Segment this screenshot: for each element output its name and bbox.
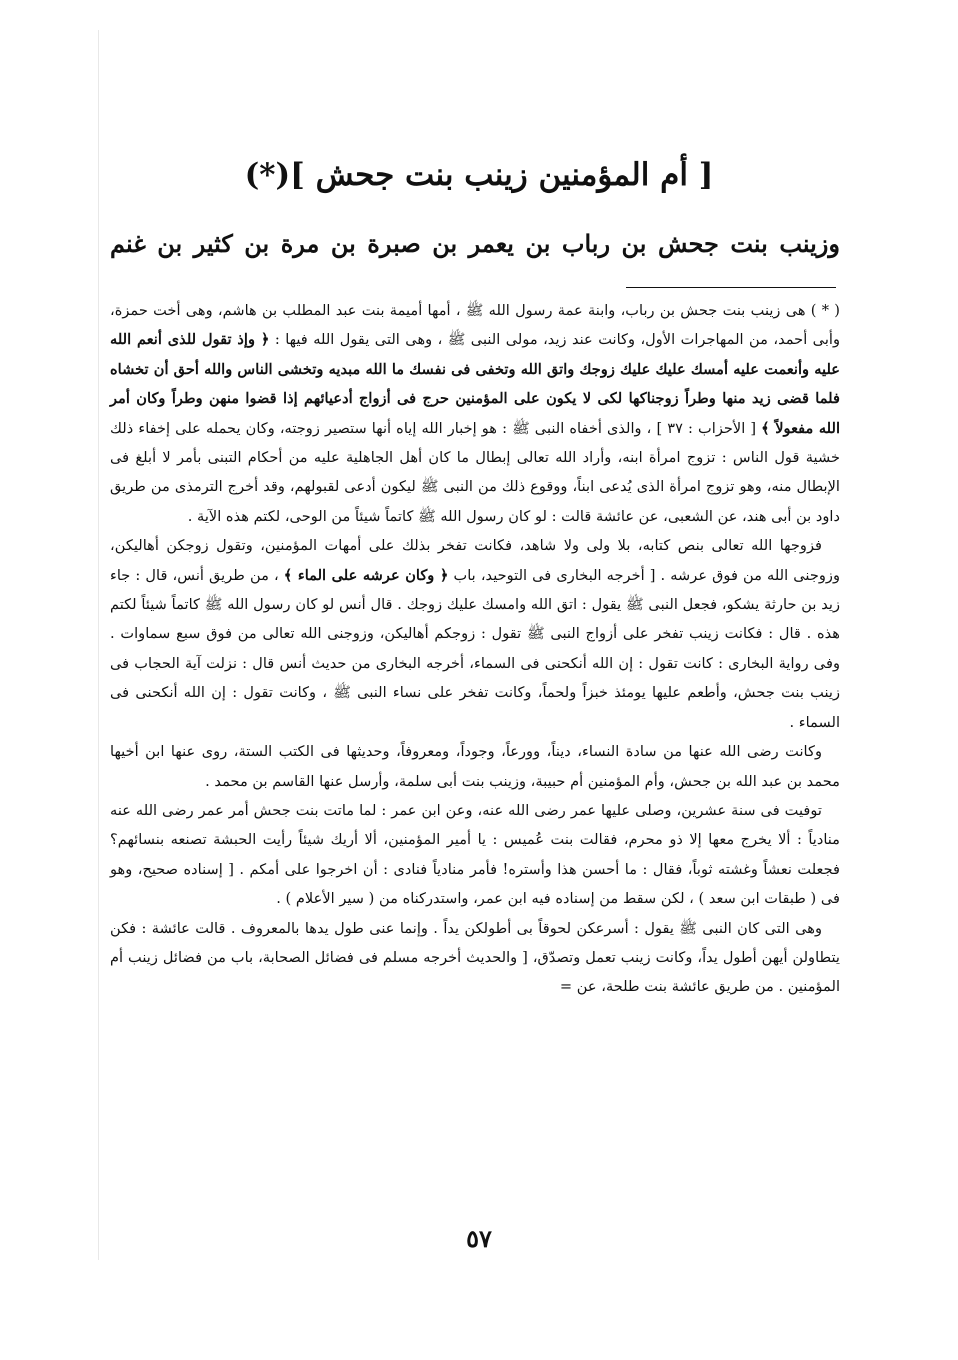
footnote-p1-intro: ( * ) هى زينب بنت جحش بن رباب، وابنة عمة رسول الله ﷺ ، أمها أميمة بنت عبد المطلب بن هاشم، وهى أخت حمزة، وأبى أحمد، من المهاجرات الأول، وكانت عند زيد، مولى النبى ﷺ ، وهى التى يقول الله فيها :: [110, 302, 840, 349]
scan-edge-line: [98, 30, 99, 1260]
opening-line: وزينب بنت جحش بن رباب بن يعمر بن صبرة بن مرة بن كثير بن غنم: [110, 229, 840, 258]
page-title: [ أم المؤمنين زينب بنت جحش ](*): [244, 157, 714, 193]
footnote-p2-intro: فزوجها الله تعالى بنص كتابه، بلا ولى ولا شاهد، فكانت تفخر بذلك على أمهات المؤمنين، وتقول زوجكن أهاليكن، وزوجنى الله من فوق عرشه . [ أخرجه البخارى فى التوحيد، باب: [110, 537, 840, 584]
footnote-separator: [626, 287, 836, 288]
page-number: ٥٧: [466, 1224, 492, 1253]
footnote-paragraph-4: توفيت فى سنة عشرين، وصلى عليها عمر رضى الله عنه، وعن ابن عمر : لما ماتت بنت جحش أمر عمر رضى الله عنه منادياً : ألا يخرج معها إلا ذو محرم، فقالت بنت عُميس : يا أمير المؤمنين، ألا أريك شيئاً رأيت الحبشة تصنعه بنسائهم؟ فجعلت نعشاً وغشته ثوباً، فقال : ما أحسن هذا وأستره! فأمر منادياً فنادى : أن اخرجوا على أمكم . [ إسناده صحيح، وهو فى ( طبقات ابن سعد ) ، لكن سقط من إسناده فيه ابن عمر، واستدركناه من ( سير الأعلام ) .: [110, 801, 840, 908]
footnote-paragraph-3: وكانت رضى الله عنها من سادة النساء، ديناً، وورعاً، وجوداً، ومعروفاً، وحديثها فى الكتب الستة، روى عنها ابن أخيها محمد بن عبد الله بن جحش، وأم المؤمنين أم حبيبة، وزينب بنت أبى سلمة، وأرسل عنها القاسم بن محمد .: [110, 743, 840, 790]
footnote-p1-body: [ الأحزاب : ٣٧ ] ، والذى أخفاه النبى ﷺ : هو إخبار الله إياه أنها ستصير زوجته، وكان يحمله على إخفاء ذلك خشية قول الناس : تزوج امرأة ابنه، وأراد الله تعالى إبطال ما كان أهل الجاهلية عليه من أحكام التبنى بأمر لا أبلغ فى الإبطال منه، وهو تزوج امرأة الذى يُدعى ابناً، ووقوع ذلك من النبى ﷺ ليكون أدعى لقبولهم، وقد أخرج الترمذى من طريق داود بن أبى هند، عن الشعبى، عن عائشة قالت : لو كان رسول الله ﷺ كاتماً شيئاً من الوحى، لكتم هذه الآية .: [110, 419, 840, 525]
quran-verse-ahzab: ﴿ وإذ تقول للذى أنعم الله عليه وأنعمت عليه أمسك عليك عليك زوجك واتق الله وتخفى فى نفسك ما الله مبديه وتخشى الناس والله أحق أن تخشاه فلما قضى زيد منها وطراً زوجناكها لكى لا يكون على المؤمنين حرج فى أزواج أدعيائهم إذا قضوا منهن وطراً وكان أمر الله مفعولاً ﴾: [110, 331, 841, 437]
footnote-p2-body: ، من طريق أنس، قال : جاء زيد بن حارثة يشكو، فجعل النبى ﷺ يقول : اتق الله وامسك عليك زوجك . قال أنس لو كان رسول الله ﷺ كاتماً شيئاً لكتم هذه . قال : فكانت زينب تفخر على أزواج النبى ﷺ تقول : زوجكم أهاليكن، وزوجنى الله تعالى من فوق سبع سماوات . وفى رواية البخارى : كانت تقول : إن الله أنكحنى فى السماء، أخرجه البخارى من حديث أنس قال : نزلت آية الحجاب فى زينب بنت جحش، وأطعم عليها يومئذ خبزاً ولحماً، وكانت تفخر على نساء النبى ﷺ ، وكانت تقول : إن الله أنكحنى فى السماء .: [110, 566, 840, 731]
footnote-paragraph-5: وهى التى كان النبى ﷺ يقول : أسرعكن لحوقاً بى أطولكن يداً . وإنما عنى طول يدها بالمعروف . قالت عائشة : فكن يتطاولن أيهن أطول يداً، وكانت زينب تعمل وتصدّق، [ والحديث أخرجه مسلم فى فضائل الصحابة، باب من فضائل زينب أم المؤمنين . من طريق عائشة بنت طلحة، عن =: [110, 919, 840, 996]
footnote-block: [110, 296, 840, 1002]
footnote-paragraph-2: [110, 531, 840, 737]
footnote-paragraph-1: [110, 296, 840, 531]
quran-verse-arsh: ﴿ وكان عرشه على الماء ﴾: [283, 566, 449, 584]
